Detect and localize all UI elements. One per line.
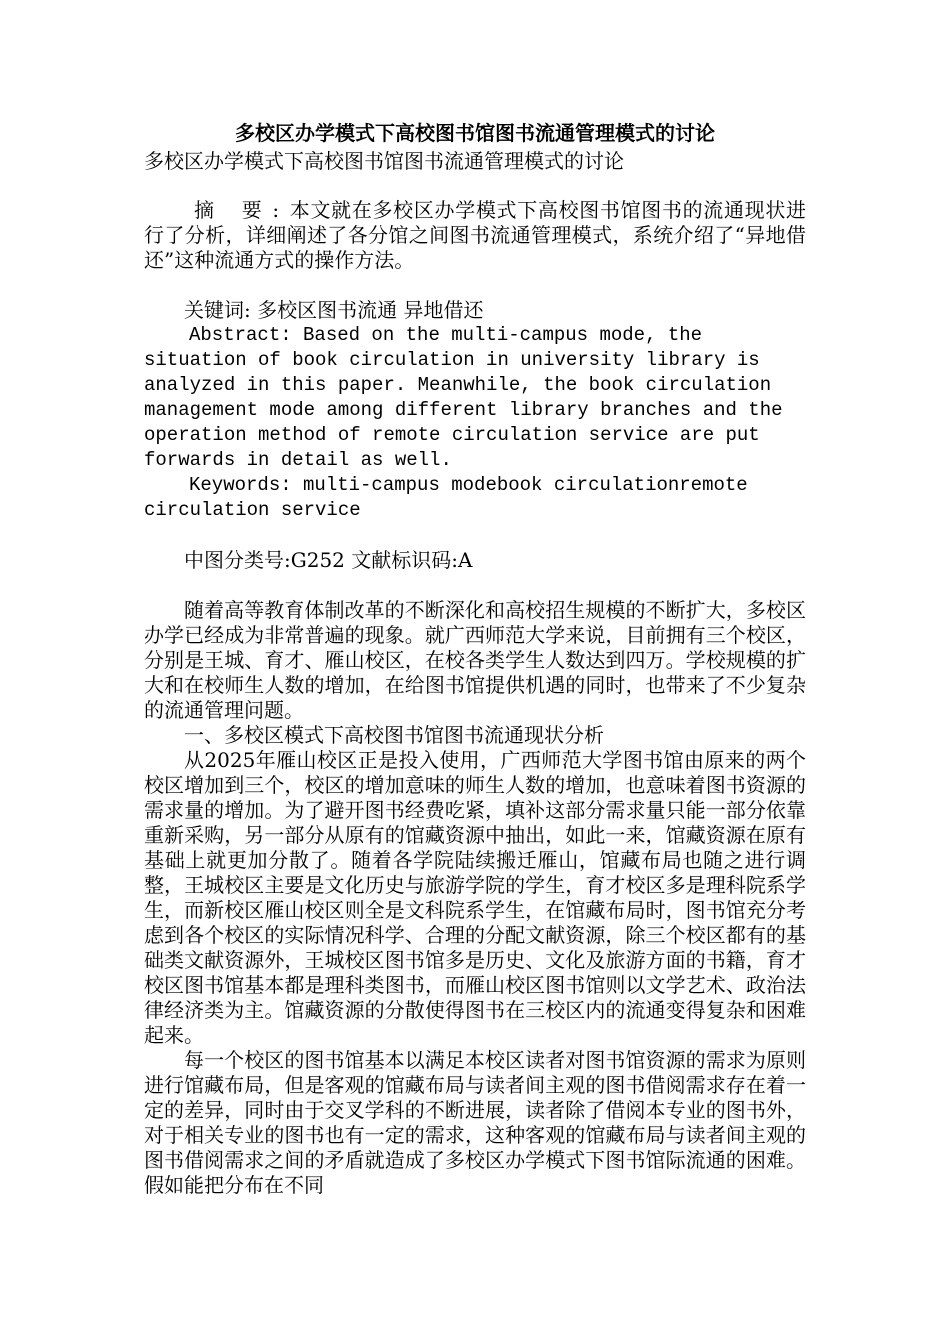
- section-heading: 一、多校区模式下高校图书馆图书流通现状分析: [184, 723, 604, 747]
- keywords-en: Keywords: multi-campus modebook circulationremote circulation service: [144, 474, 748, 521]
- abstract-label: 摘 要:: [194, 198, 290, 222]
- abstract-en: Abstract: Based on the multi-campus mode, the situation of book circulation in university library is analyzed in this paper. Meanwhile, the book circulation management mode among different library branches and the operation method of remote circulation service are put forwards in detail as well.: [144, 324, 783, 471]
- body-paragraph-1: 随着高等教育体制改革的不断深化和高校招生规模的不断扩大，多校区办学已经成为非常普遍的现象。就广西师范大学来说，目前拥有三个校区，分别是王城、育才、雁山校区，在校各类学生人数达到四万。学校规模的扩大和在校师生人数的增加，在给图书馆提供机遇的同时，也带来了不少复杂的流通管理问题。: [144, 598, 806, 722]
- classification-line: 中图分类号:G252 文献标识码:A: [184, 548, 473, 572]
- abstract-text: 本文就在多校区办学模式下高校图书馆图书的流通现状进行了分析，详细阐述了各分馆之间图书流通管理模式，系统介绍了“异地借还”这种流通方式的操作方法。: [144, 198, 806, 272]
- document-page: [144, 118, 806, 1198]
- document-title: 多校区办学模式下高校图书馆图书流通管理模式的讨论: [235, 121, 715, 145]
- document-subtitle: 多校区办学模式下高校图书馆图书流通管理模式的讨论: [144, 149, 624, 173]
- body-paragraph-2: 从2025年雁山校区正是投入使用，广西师范大学图书馆由原来的两个校区增加到三个，校区的增加意味的师生人数的增加，也意味着图书资源的需求量的增加。为了避开图书经费吃紧，填补这部分需求量只能一部分依靠重新采购，另一部分从原有的馆藏资源中抽出，如此一来，馆藏资源在原有基础上就更加分散了。随着各学院陆续搬迁雁山，馆藏布局也随之进行调整，王城校区主要是文化历史与旅游学院的学生，育才校区多是理科院系学生，而新校区雁山校区则全是文科院系学生，在馆藏布局时，图书馆充分考虑到各个校区的实际情况科学、合理的分配文献资源，除三个校区都有的基础类文献资源外，王城校区图书馆多是历史、文化及旅游方面的书籍，育才校区图书馆基本都是理科类图书，而雁山校区图书馆则以文学艺术、政治法律经济类为主。馆藏资源的分散使得图书在三校区内的流通变得复杂和困难起来。: [144, 748, 806, 1047]
- abstract-paragraph: [144, 198, 806, 273]
- keywords-cn: 关键词: 多校区图书流通 异地借还: [184, 298, 484, 322]
- body-paragraph-3: 每一个校区的图书馆基本以满足本校区读者对图书馆资源的需求为原则进行馆藏布局，但是客观的馆藏布局与读者间主观的图书借阅需求存在着一定的差异，同时由于交叉学科的不断进展，读者除了借阅本专业的图书外，对于相关专业的图书也有一定的需求，这种客观的馆藏布局与读者间主观的图书借阅需求之间的矛盾就造成了多校区办学模式下图书馆际流通的困难。假如能把分布在不同: [144, 1048, 806, 1197]
